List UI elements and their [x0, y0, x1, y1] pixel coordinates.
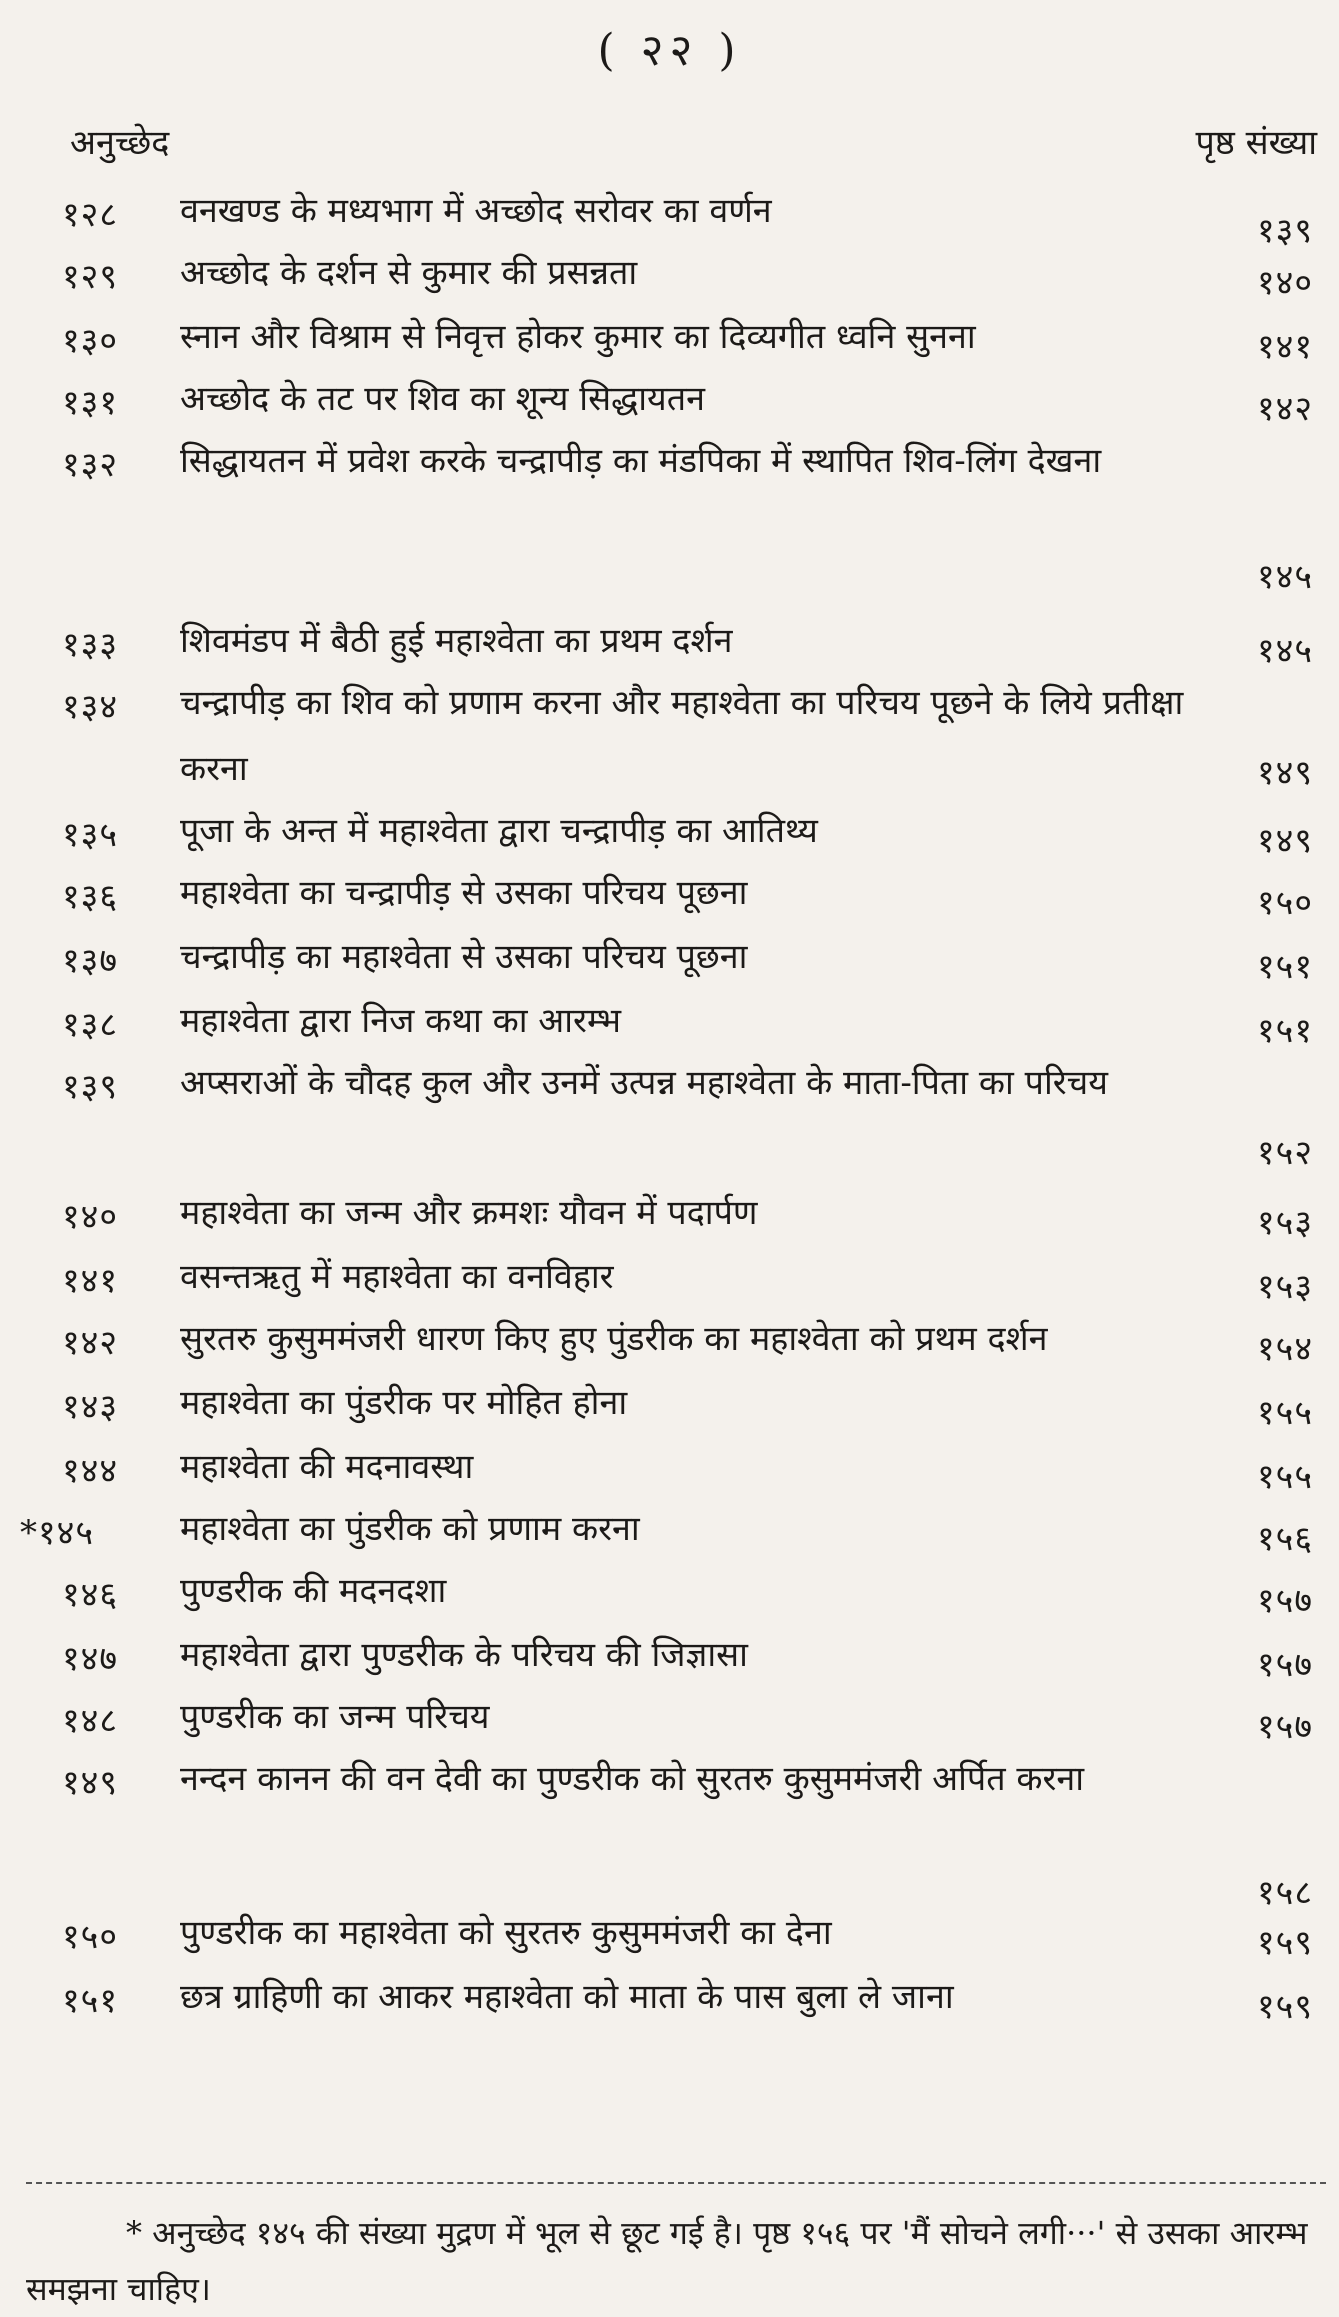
entry-page: १५५ [1256, 1393, 1313, 1433]
entry-number: १३२ [62, 445, 119, 485]
entry-title: महाश्वेता द्वारा पुण्डरीक के परिचय की जिज्ञासा [180, 1635, 748, 1675]
toc-entry [0, 316, 1339, 367]
entry-page: १५४ [1256, 1329, 1313, 1369]
entry-number: १३६ [62, 877, 119, 917]
entry-number: १३३ [62, 625, 119, 665]
entry-title: पूजा के अन्त में महाश्वेता द्वारा चन्द्रापीड़ का आतिथ्य [180, 811, 818, 851]
entry-title: पुण्डरीक का महाश्वेता को सुरतरु कुसुममंजरी का देना [180, 1913, 832, 1953]
entry-page: १५९ [1256, 1923, 1313, 1963]
entry-title: वनखण्ड के मध्यभाग में अच्छोद सरोवर का वर्णन [180, 191, 772, 231]
entry-page: १४५ [1256, 631, 1313, 671]
entry-title: सुरतरु कुसुममंजरी धारण किए हुए पुंडरीक का महाश्वेता को प्रथम दर्शन [180, 1319, 1048, 1359]
toc-entry [0, 252, 1339, 303]
toc-entry [0, 440, 1339, 597]
entry-title: शिवमंडप में बैठी हुई महाश्वेता का प्रथम दर्शन [180, 621, 733, 661]
toc-entry [0, 810, 1339, 861]
footnote-divider [26, 2182, 1326, 2184]
header-paragraph-label: अनुच्छेद [70, 123, 170, 163]
footnote: * अनुच्छेद १४५ की संख्या मुद्रण में भूल से छूट गई है। पृष्ठ १५६ पर 'मैं सोचने लगी···' से उसका आरम्भ समझना चाहिए। [26, 2214, 1308, 2308]
toc-entry [0, 1758, 1339, 1913]
toc-entry [0, 190, 1339, 251]
entry-title: पुण्डरीक का जन्म परिचय [180, 1697, 490, 1737]
toc-entry [0, 1508, 1339, 1559]
entry-number: १४१ [62, 1261, 119, 1301]
entry-title: नन्दन कानन की वन देवी का पुण्डरीक को सुरतरु कुसुममंजरी अर्पित करना [180, 1759, 1085, 1799]
header-page-label: पृष्ठ संख्या [1195, 123, 1317, 163]
entry-title: चन्द्रापीड़ का शिव को प्रणाम करना और महाश्वेता का परिचय पूछने के लिये प्रतीक्षा करना [180, 683, 1184, 789]
entry-number: १३१ [62, 383, 119, 423]
entry-title: छत्र ग्राहिणी का आकर महाश्वेता को माता के पास बुला ले जाना [180, 1977, 954, 2017]
entry-page: १५० [1256, 883, 1313, 923]
toc-entry [0, 1318, 1339, 1369]
entry-number: १३० [62, 321, 119, 361]
entry-number: १४९ [62, 1763, 119, 1803]
toc-entry [0, 936, 1339, 987]
entry-page: १५१ [1256, 947, 1313, 987]
entry-title: महाश्वेता का जन्म और क्रमशः यौवन में पदार्पण [180, 1193, 758, 1233]
entry-title: पुण्डरीक की मदनदशा [180, 1571, 447, 1611]
entry-number: १३८ [62, 1005, 119, 1045]
entry-title: अप्सराओं के चौदह कुल और उनमें उत्पन्न महाश्वेता के माता-पिता का परिचय [180, 1063, 1108, 1103]
entry-number: १२८ [62, 195, 119, 235]
entry-page: १४५ [1256, 557, 1313, 597]
entry-number: १४६ [62, 1575, 119, 1615]
entry-title: अच्छोद के दर्शन से कुमार की प्रसन्नता [180, 253, 638, 293]
toc-entry [0, 1000, 1339, 1051]
entry-page: १४९ [1256, 821, 1313, 861]
toc-entry [0, 1062, 1339, 1173]
toc-entry [0, 1976, 1339, 2027]
entry-page: १५७ [1256, 1707, 1313, 1747]
entry-number: *१४५ [20, 1513, 95, 1553]
toc-entry [0, 1382, 1339, 1433]
entry-page: १५८ [1256, 1873, 1313, 1913]
entry-page: १५७ [1256, 1645, 1313, 1685]
entry-title: महाश्वेता का चन्द्रापीड़ से उसका परिचय पूछना [180, 873, 748, 913]
entry-number: १३४ [62, 687, 119, 727]
entry-title: महाश्वेता का पुंडरीक को प्रणाम करना [180, 1509, 640, 1549]
entry-page: १४९ [1256, 753, 1313, 793]
entry-page: १४२ [1256, 389, 1313, 429]
entry-page: १५६ [1256, 1519, 1313, 1559]
entry-number: १४३ [62, 1387, 119, 1427]
entry-page: १४० [1256, 263, 1313, 303]
entry-number: १३५ [62, 815, 119, 855]
entry-title: वसन्तऋतु में महाश्वेता का वनविहार [180, 1257, 614, 1297]
entry-title: महाश्वेता की मदनावस्था [180, 1447, 474, 1487]
toc-entry [0, 872, 1339, 923]
entry-number: १३९ [62, 1067, 119, 1107]
entry-title: सिद्धायतन में प्रवेश करके चन्द्रापीड़ का मंडपिका में स्थापित शिव-लिंग देखना [180, 441, 1102, 481]
entry-page: १५७ [1256, 1581, 1313, 1621]
entry-number: १५० [62, 1917, 119, 1957]
toc-entry [0, 1192, 1339, 1243]
entry-title: चन्द्रापीड़ का महाश्वेता से उसका परिचय पूछना [180, 937, 748, 977]
toc-entry [0, 378, 1339, 429]
entry-title: अच्छोद के तट पर शिव का शून्य सिद्धायतन [180, 379, 706, 419]
entry-number: १२९ [62, 257, 119, 297]
entry-number: १३७ [62, 941, 119, 981]
entry-page: १५२ [1256, 1133, 1313, 1173]
toc-entry [0, 682, 1339, 793]
entry-page: १४१ [1256, 327, 1313, 367]
entry-title: स्नान और विश्राम से निवृत्त होकर कुमार का दिव्यगीत ध्वनि सुनना [180, 317, 976, 357]
toc-entry [0, 1570, 1339, 1621]
entry-number: १४४ [62, 1451, 119, 1491]
entry-title: महाश्वेता द्वारा निज कथा का आरम्भ [180, 1001, 622, 1041]
toc-entry [0, 1256, 1339, 1307]
entry-page: १३९ [1256, 211, 1313, 251]
toc-entry [0, 1696, 1339, 1747]
page-number: ( २२ ) [597, 25, 742, 76]
toc-entry [0, 620, 1339, 671]
entry-number: १४२ [62, 1323, 119, 1363]
entry-title: महाश्वेता का पुंडरीक पर मोहित होना [180, 1383, 628, 1423]
toc-entry [0, 1912, 1339, 1963]
entry-number: १४७ [62, 1639, 119, 1679]
toc-entry [0, 1634, 1339, 1685]
entry-number: १५१ [62, 1981, 119, 2021]
entry-number: १४० [62, 1197, 119, 1237]
entry-page: १५३ [1256, 1203, 1313, 1243]
entry-page: १५९ [1256, 1987, 1313, 2027]
entry-number: १४८ [62, 1701, 119, 1741]
entry-page: १५५ [1256, 1457, 1313, 1497]
toc-entry [0, 1446, 1339, 1497]
entry-page: १५१ [1256, 1011, 1313, 1051]
entry-page: १५३ [1256, 1267, 1313, 1307]
